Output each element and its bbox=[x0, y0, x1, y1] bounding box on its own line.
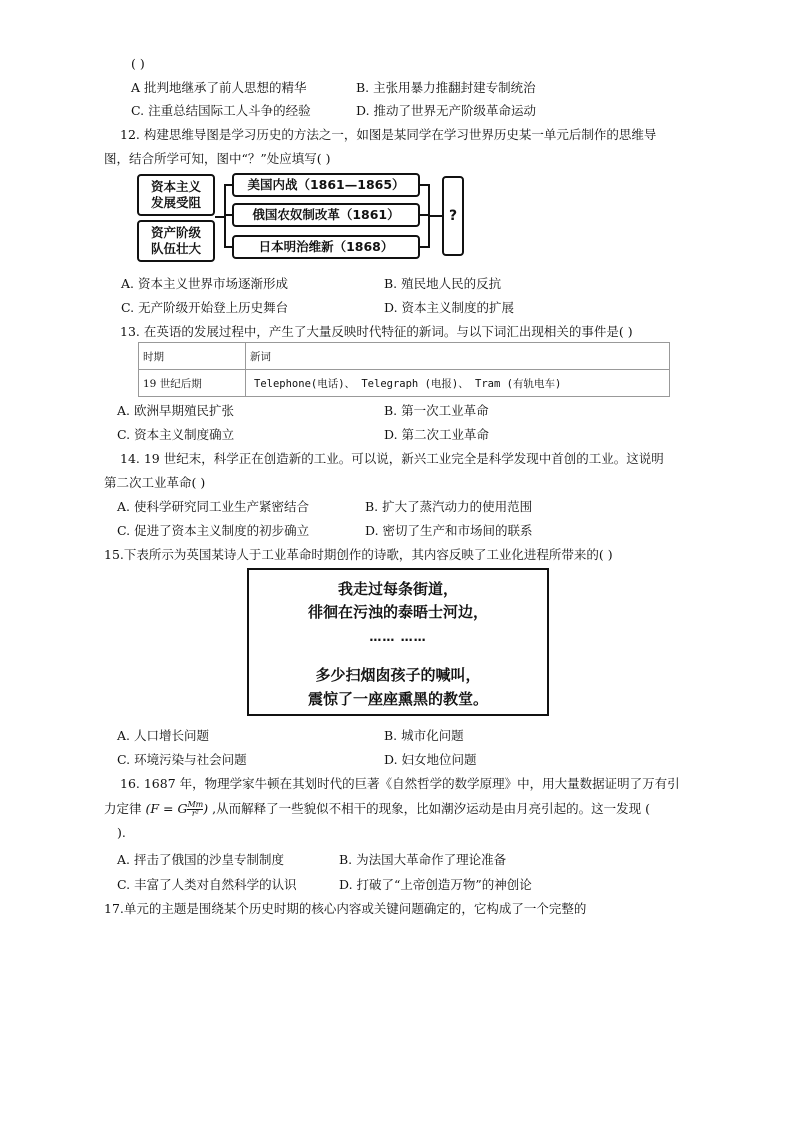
poem-box bbox=[247, 568, 549, 716]
q11-bracket: ( ) bbox=[131, 56, 145, 71]
q16-stem-line2 bbox=[104, 801, 650, 818]
q16-option-d[interactable]: D. 打破了“上帝创造万物”的神创论 bbox=[339, 877, 532, 892]
q14-stem-line2: 第二次工业革命( ) bbox=[104, 475, 206, 490]
q15-option-c[interactable]: C. 环境污染与社会问题 bbox=[117, 752, 247, 767]
q13-option-c[interactable]: C. 资本主义制度确立 bbox=[117, 427, 235, 442]
mindmap-event-2: 俄国农奴制改革（1861） bbox=[232, 203, 420, 227]
q11-option-a[interactable]: A 批判地继承了前人思想的精华 bbox=[131, 80, 307, 95]
mindmap-connector-left-v bbox=[224, 184, 226, 248]
formula-fraction bbox=[187, 801, 203, 818]
formula-denominator: r² bbox=[191, 809, 199, 818]
poem-line-1: 我走过每条街道， bbox=[337, 580, 458, 598]
mindmap-cause-bottom bbox=[137, 220, 215, 262]
q17-stem: 17.单元的主题是围绕某个历史时期的核心内容或关键问题确定的，它构成了一个完整的 bbox=[104, 901, 587, 916]
q11-option-b[interactable]: B. 主张用暴力推翻封建专制统治 bbox=[356, 80, 536, 95]
mindmap-connector-l3 bbox=[224, 246, 232, 248]
poem-line-3: …… …… bbox=[369, 630, 427, 644]
q16-option-b[interactable]: B. 为法国大革命作了理论准备 bbox=[339, 852, 507, 867]
q12-option-c[interactable]: C. 无产阶级开始登上历史舞台 bbox=[121, 300, 289, 315]
mindmap-connector-l1 bbox=[224, 184, 232, 186]
q12-option-a[interactable]: A. 资本主义世界市场逐渐形成 bbox=[121, 276, 288, 291]
q13-option-d[interactable]: D. 第二次工业革命 bbox=[384, 427, 490, 442]
mindmap-event-3: 日本明治维新（1868） bbox=[232, 235, 420, 259]
q14-stem-line1: 14. 19 世纪末，科学正在创造新的工业。可以说，新兴工业完全是科学发现中首创的工业。这说明 bbox=[120, 451, 664, 466]
q15-option-b[interactable]: B. 城市化问题 bbox=[384, 728, 464, 743]
mindmap-result: ? bbox=[442, 176, 464, 256]
q15-option-d[interactable]: D. 妇女地位问题 bbox=[384, 752, 477, 767]
q14-option-d[interactable]: D. 密切了生产和市场间的联系 bbox=[365, 523, 533, 538]
q16-option-c[interactable]: C. 丰富了人类对自然科学的认识 bbox=[117, 877, 297, 892]
q13-option-b[interactable]: B. 第一次工业革命 bbox=[384, 403, 489, 418]
formula-right: ) bbox=[203, 801, 209, 816]
mindmap-cause-bottom-l2: 队伍壮大 bbox=[150, 241, 201, 256]
formula-left: (F = G bbox=[145, 801, 188, 816]
q11-option-d[interactable]: D. 推动了世界无产阶级革命运动 bbox=[356, 103, 537, 118]
q16-stem-line3: ). bbox=[117, 825, 126, 840]
mindmap-cause-top-l1: 资本主义 bbox=[150, 179, 201, 194]
q12-stem-line2: 图，结合所学可知，图中“？”处应填写( ) bbox=[104, 151, 331, 166]
q15-stem: 15.下表所示为英国某诗人于工业革命时期创作的诗歌，其内容反映了工业化进程所带来的( ) bbox=[104, 547, 613, 562]
mindmap-cause-top-l2: 发展受阻 bbox=[150, 195, 201, 210]
poem-line-2: 徘徊在污浊的泰晤士河边， bbox=[307, 603, 488, 621]
q13-option-a[interactable]: A. 欧洲早期殖民扩张 bbox=[117, 403, 234, 418]
table-cell-period: 19 世纪后期 bbox=[139, 370, 246, 397]
mindmap-cause-top bbox=[137, 174, 215, 216]
poem-line-5: 震惊了一座座熏黑的教堂。 bbox=[307, 690, 488, 708]
formula-numerator: Mm bbox=[187, 800, 204, 809]
q14-option-a[interactable]: A. 使科学研究同工业生产紧密结合 bbox=[117, 499, 309, 514]
table-header-words: 新词 bbox=[246, 343, 670, 370]
q16-stem-line2-pre: 力定律 bbox=[104, 801, 142, 816]
mindmap-connector-l2 bbox=[224, 214, 232, 216]
q12-option-d[interactable]: D. 资本主义制度的扩展 bbox=[384, 300, 515, 315]
q14-option-c[interactable]: C. 促进了资本主义制度的初步确立 bbox=[117, 523, 310, 538]
table-row bbox=[139, 343, 670, 370]
mindmap-connector-right-h bbox=[428, 215, 442, 217]
q14-option-b[interactable]: B. 扩大了蒸汽动力的使用范围 bbox=[365, 499, 533, 514]
q15-option-a[interactable]: A. 人口增长问题 bbox=[117, 728, 209, 743]
q16-option-a[interactable]: A. 抨击了俄国的沙皇专制制度 bbox=[117, 852, 284, 867]
poem-line-4: 多少扫烟囱孩子的喊叫， bbox=[315, 666, 481, 684]
table-cell-words: Telephone(电话)、 Telegraph (电报)、 Tram (有轨电车) bbox=[246, 370, 670, 397]
q11-option-c[interactable]: C. 注重总结国际工人斗争的经验 bbox=[131, 103, 311, 118]
table-row bbox=[139, 370, 670, 397]
gravity-formula bbox=[146, 801, 213, 816]
q12-stem-line1: 12. 构建思维导图是学习历史的方法之一，如图是某同学在学习世界历史某一单元后制作的思维导 bbox=[120, 127, 657, 142]
q16-stem-line2-post: ,从而解释了一些貌似不相干的现象，比如潮汐运动是由月亮引起的。这一发现 ( bbox=[212, 801, 650, 816]
q12-option-b[interactable]: B. 殖民地人民的反抗 bbox=[384, 276, 502, 291]
mindmap-cause-bottom-l1: 资产阶级 bbox=[150, 225, 201, 240]
table-header-period: 时期 bbox=[139, 343, 246, 370]
mindmap-event-1: 美国内战（1861—1865） bbox=[232, 173, 420, 197]
q16-stem-line1: 16. 1687 年，物理学家牛顿在其划时代的巨著《自然哲学的数学原理》中，用大量数据证明了万有引 bbox=[120, 776, 680, 791]
q13-stem: 13. 在英语的发展过程中，产生了大量反映时代特征的新词。与以下词汇出现相关的事件是( ) bbox=[120, 324, 633, 339]
vocab-table bbox=[138, 342, 670, 397]
